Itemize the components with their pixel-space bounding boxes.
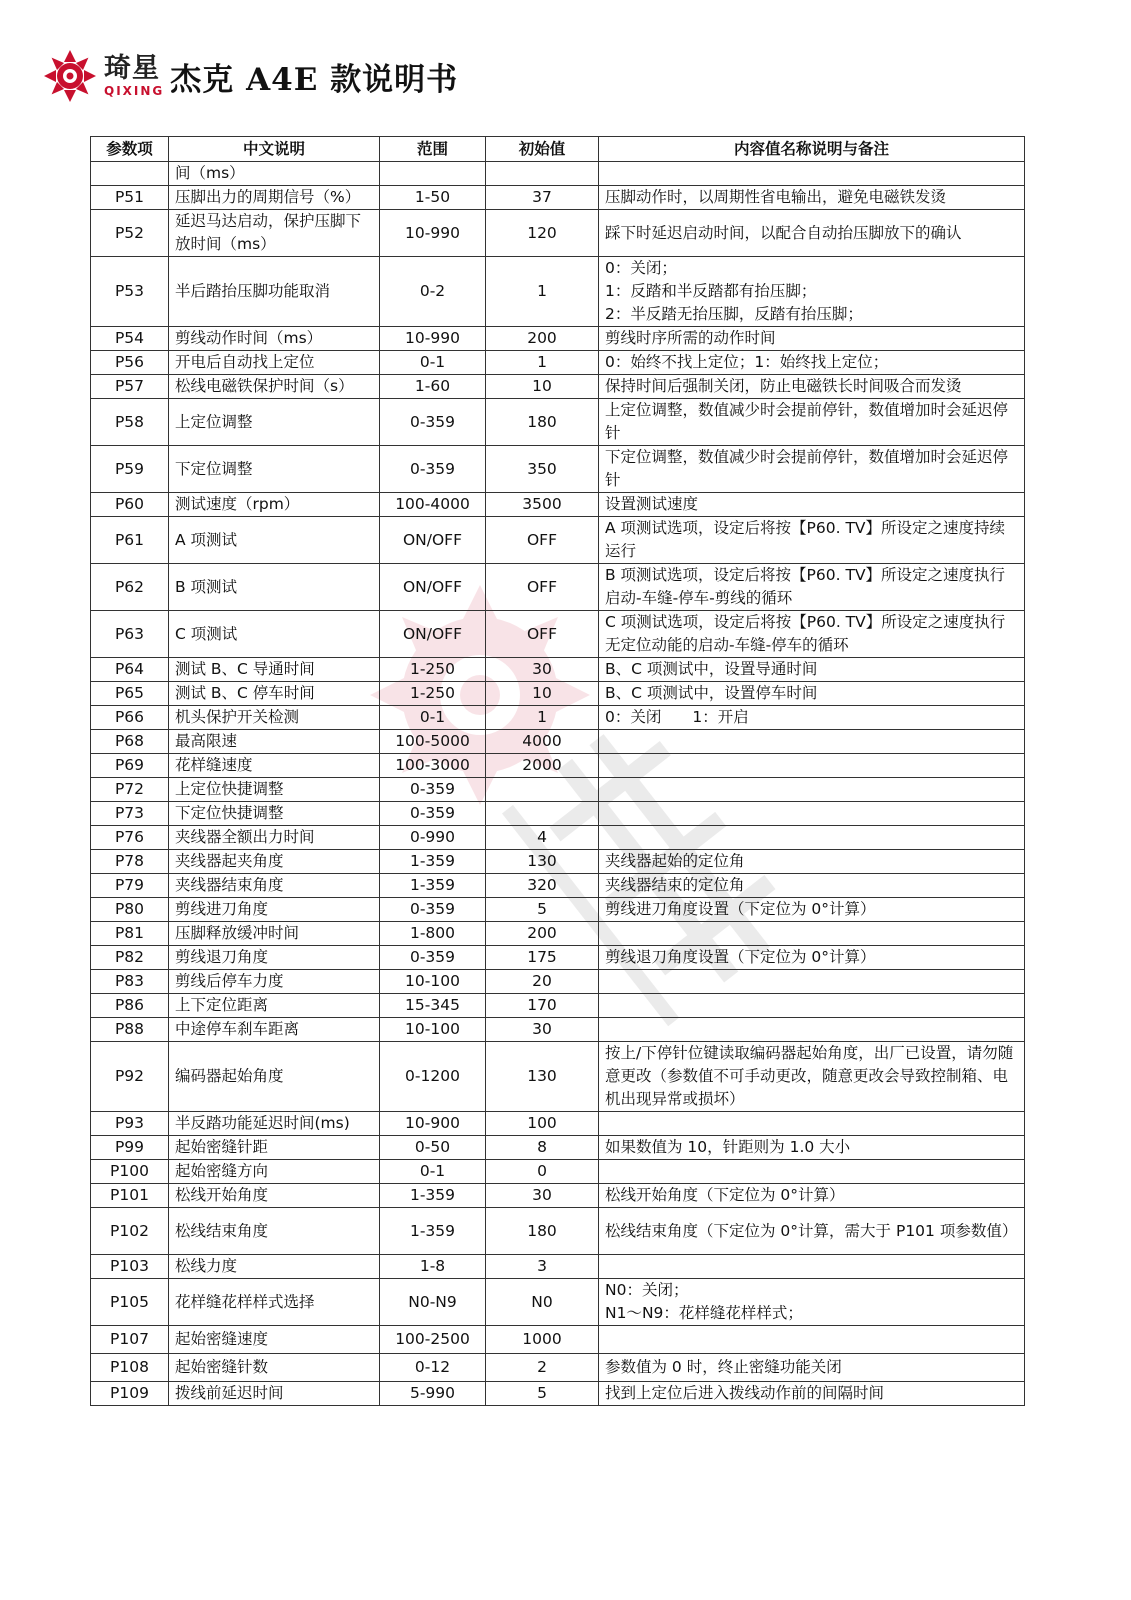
param-description: 夹线器起夹角度 — [169, 850, 380, 874]
param-description: 剪线进刀角度 — [169, 898, 380, 922]
param-range: N0-N9 — [380, 1279, 486, 1326]
table-row — [91, 658, 1025, 682]
param-range: 10-990 — [380, 327, 486, 351]
param-description: 剪线退刀角度 — [169, 946, 380, 970]
param-description: 上定位快捷调整 — [169, 778, 380, 802]
param-description: 压脚出力的周期信号（%） — [169, 186, 380, 210]
param-code: P65 — [91, 682, 169, 706]
param-code: P61 — [91, 517, 169, 564]
param-description: 夹线器全额出力时间 — [169, 826, 380, 850]
param-initial-value: OFF — [486, 611, 599, 658]
param-range: 0-1200 — [380, 1042, 486, 1112]
param-notes — [599, 730, 1025, 754]
table-row — [91, 994, 1025, 1018]
param-code: P60 — [91, 493, 169, 517]
param-initial-value: 175 — [486, 946, 599, 970]
param-range: 0-359 — [380, 898, 486, 922]
param-notes — [599, 1326, 1025, 1354]
param-description: 松线结束角度 — [169, 1208, 380, 1255]
param-range: 0-1 — [380, 1160, 486, 1184]
param-description: 拨线前延迟时间 — [169, 1382, 380, 1406]
table-row — [91, 826, 1025, 850]
param-initial-value: 100 — [486, 1112, 599, 1136]
param-description: 编码器起始角度 — [169, 1042, 380, 1112]
table-row — [91, 970, 1025, 994]
param-description: 半后踏抬压脚功能取消 — [169, 257, 380, 327]
param-notes — [599, 611, 1025, 658]
param-initial-value: 5 — [486, 898, 599, 922]
param-code: P53 — [91, 257, 169, 327]
note-line: 松线结束角度（下定位为 0°计算，需大于 P101 项参数值） — [605, 1221, 1018, 1240]
column-header-notes: 内容值名称说明与备注 — [599, 137, 1025, 162]
param-description: 起始密缝针距 — [169, 1136, 380, 1160]
note-line: 参数值为 0 时，终止密缝功能关闭 — [605, 1358, 842, 1376]
table-row — [91, 898, 1025, 922]
param-description: 剪线动作时间（ms） — [169, 327, 380, 351]
param-description: 松线开始角度 — [169, 1184, 380, 1208]
param-notes — [599, 186, 1025, 210]
param-description: A 项测试 — [169, 517, 380, 564]
param-code: P92 — [91, 1042, 169, 1112]
param-description: 松线电磁铁保护时间（s） — [169, 375, 380, 399]
param-code: P68 — [91, 730, 169, 754]
param-notes — [599, 1112, 1025, 1136]
param-description: 延迟马达启动，保护压脚下放时间（ms） — [169, 210, 380, 257]
param-notes — [599, 446, 1025, 493]
param-initial-value: 180 — [486, 1208, 599, 1255]
table-row — [91, 1018, 1025, 1042]
table-row — [91, 564, 1025, 611]
param-description: 测试速度（rpm） — [169, 493, 380, 517]
param-notes — [599, 1042, 1025, 1112]
param-range: 0-1 — [380, 706, 486, 730]
param-initial-value: 4000 — [486, 730, 599, 754]
param-range: 100-3000 — [380, 754, 486, 778]
param-code: P56 — [91, 351, 169, 375]
param-description: 最高限速 — [169, 730, 380, 754]
param-description: 起始密缝方向 — [169, 1160, 380, 1184]
note-line: 松线开始角度（下定位为 0°计算） — [605, 1186, 845, 1204]
note-line: B、C 项测试中，设置停车时间 — [605, 684, 818, 702]
table-row — [91, 399, 1025, 446]
table-row — [91, 946, 1025, 970]
note-line: B 项测试选项，设定后将按【P60. TV】所设定之速度执行启动-车缝-停车-剪线的循环 — [605, 566, 1006, 607]
note-line: 剪线进刀角度设置（下定位为 0°计算） — [605, 900, 876, 918]
note-line: A 项测试选项，设定后将按【P60. TV】所设定之速度持续运行 — [605, 519, 1006, 560]
note-line: 剪线退刀角度设置（下定位为 0°计算） — [605, 948, 876, 966]
param-code: P79 — [91, 874, 169, 898]
table-row — [91, 611, 1025, 658]
param-range: 0-359 — [380, 446, 486, 493]
param-notes — [599, 682, 1025, 706]
page-header — [42, 48, 458, 104]
param-code: P62 — [91, 564, 169, 611]
note-line: 保持时间后强制关闭，防止电磁铁长时间吸合而发烫 — [605, 377, 962, 395]
param-description: 花样缝速度 — [169, 754, 380, 778]
param-initial-value: 10 — [486, 682, 599, 706]
brand-wordmark — [104, 55, 164, 97]
param-range: 1-359 — [380, 874, 486, 898]
table-row — [91, 874, 1025, 898]
param-notes — [599, 970, 1025, 994]
param-range: 1-50 — [380, 186, 486, 210]
note-line: 0：关闭 1：开启 — [605, 708, 749, 726]
param-initial-value: 180 — [486, 399, 599, 446]
param-initial-value: 5 — [486, 1382, 599, 1406]
param-code: P59 — [91, 446, 169, 493]
param-description: 起始密缝针数 — [169, 1354, 380, 1382]
note-line: 找到上定位后进入拨线动作前的间隔时间 — [605, 1384, 885, 1402]
param-notes — [599, 778, 1025, 802]
note-line: 夹线器结束的定位角 — [605, 876, 745, 894]
param-initial-value: OFF — [486, 517, 599, 564]
table-header-row — [91, 137, 1025, 162]
table-row — [91, 682, 1025, 706]
param-code: P101 — [91, 1184, 169, 1208]
param-notes — [599, 162, 1025, 186]
param-initial-value: 2000 — [486, 754, 599, 778]
param-range: ON/OFF — [380, 517, 486, 564]
param-range: 1-250 — [380, 682, 486, 706]
param-description: 机头保护开关检测 — [169, 706, 380, 730]
param-description: 压脚释放缓冲时间 — [169, 922, 380, 946]
param-code: P54 — [91, 327, 169, 351]
note-line: 0：关闭； — [605, 259, 677, 277]
param-initial-value — [486, 162, 599, 186]
param-range: 10-990 — [380, 210, 486, 257]
param-notes — [599, 658, 1025, 682]
param-code: P107 — [91, 1326, 169, 1354]
param-notes — [599, 946, 1025, 970]
table-row — [91, 706, 1025, 730]
param-notes — [599, 351, 1025, 375]
param-range: 15-345 — [380, 994, 486, 1018]
param-notes — [599, 898, 1025, 922]
param-initial-value: 320 — [486, 874, 599, 898]
param-initial-value: N0 — [486, 1279, 599, 1326]
note-line: N1～N9：花样缝花样样式； — [605, 1304, 803, 1322]
param-notes — [599, 399, 1025, 446]
note-line: C 项测试选项，设定后将按【P60. TV】所设定之速度执行无定位动能的启动-车缝-停车的循环 — [605, 613, 1006, 654]
param-range: 10-100 — [380, 970, 486, 994]
table-body — [91, 162, 1025, 1406]
table-row — [91, 1184, 1025, 1208]
param-description: 下定位快捷调整 — [169, 802, 380, 826]
param-code: P63 — [91, 611, 169, 658]
param-code: P102 — [91, 1208, 169, 1255]
param-notes — [599, 706, 1025, 730]
param-notes — [599, 210, 1025, 257]
param-description: 下定位调整 — [169, 446, 380, 493]
param-initial-value: 200 — [486, 922, 599, 946]
table-row — [91, 257, 1025, 327]
param-notes — [599, 1018, 1025, 1042]
param-initial-value: 4 — [486, 826, 599, 850]
note-line: 下定位调整，数值减少时会提前停针，数值增加时会延迟停针 — [605, 448, 1009, 489]
param-initial-value: 350 — [486, 446, 599, 493]
param-range: 1-250 — [380, 658, 486, 682]
qixing-logo-icon — [42, 48, 98, 104]
note-line: 压脚动作时，以周期性省电输出，避免电磁铁发烫 — [605, 188, 947, 206]
param-initial-value: 3 — [486, 1255, 599, 1279]
param-notes — [599, 517, 1025, 564]
param-range: 0-50 — [380, 1136, 486, 1160]
param-code: P80 — [91, 898, 169, 922]
param-code: P81 — [91, 922, 169, 946]
param-range: 0-1 — [380, 351, 486, 375]
param-range: 1-359 — [380, 850, 486, 874]
table-row — [91, 1042, 1025, 1112]
param-code: P72 — [91, 778, 169, 802]
param-initial-value: 120 — [486, 210, 599, 257]
param-code: P73 — [91, 802, 169, 826]
param-initial-value: 200 — [486, 327, 599, 351]
param-initial-value: 3500 — [486, 493, 599, 517]
note-line: 如果数值为 10，针距则为 1.0 大小 — [605, 1138, 851, 1156]
param-description: 测试 B、C 导通时间 — [169, 658, 380, 682]
param-initial-value: 1 — [486, 706, 599, 730]
param-range: 1-359 — [380, 1184, 486, 1208]
table-row — [91, 517, 1025, 564]
param-code: P83 — [91, 970, 169, 994]
param-initial-value: 1 — [486, 257, 599, 327]
param-notes — [599, 1354, 1025, 1382]
table-row — [91, 1112, 1025, 1136]
param-notes — [599, 1136, 1025, 1160]
table-row — [91, 375, 1025, 399]
brand-name-cn: 琦星 — [104, 53, 160, 84]
column-header-code: 参数项 — [91, 137, 169, 162]
param-range: ON/OFF — [380, 564, 486, 611]
table-row — [91, 922, 1025, 946]
table-row — [91, 754, 1025, 778]
param-code: P52 — [91, 210, 169, 257]
table-row — [91, 1160, 1025, 1184]
param-code: P82 — [91, 946, 169, 970]
param-description: B 项测试 — [169, 564, 380, 611]
param-notes — [599, 1279, 1025, 1326]
table-row — [91, 1326, 1025, 1354]
param-initial-value: 20 — [486, 970, 599, 994]
param-range: 10-100 — [380, 1018, 486, 1042]
table-row — [91, 186, 1025, 210]
param-initial-value: 30 — [486, 658, 599, 682]
note-line: 设置测试速度 — [605, 495, 699, 513]
param-description: 半反踏功能延迟时间(ms) — [169, 1112, 380, 1136]
param-initial-value: 8 — [486, 1136, 599, 1160]
param-initial-value — [486, 802, 599, 826]
note-line: N0：关闭； — [605, 1281, 689, 1299]
param-initial-value — [486, 778, 599, 802]
param-notes — [599, 1184, 1025, 1208]
param-notes — [599, 327, 1025, 351]
param-initial-value: 2 — [486, 1354, 599, 1382]
param-code: P103 — [91, 1255, 169, 1279]
param-code: P88 — [91, 1018, 169, 1042]
param-notes — [599, 375, 1025, 399]
table-row — [91, 778, 1025, 802]
param-code — [91, 162, 169, 186]
param-range: 100-5000 — [380, 730, 486, 754]
param-description: 上下定位距离 — [169, 994, 380, 1018]
param-range: 1-60 — [380, 375, 486, 399]
param-notes — [599, 874, 1025, 898]
table-row — [91, 1354, 1025, 1382]
param-range: 1-8 — [380, 1255, 486, 1279]
param-notes — [599, 257, 1025, 327]
param-code: P58 — [91, 399, 169, 446]
param-description: C 项测试 — [169, 611, 380, 658]
param-initial-value: 10 — [486, 375, 599, 399]
param-initial-value: OFF — [486, 564, 599, 611]
table-row — [91, 850, 1025, 874]
param-code: P109 — [91, 1382, 169, 1406]
note-line: 2：半反踏无抬压脚，反踏有抬压脚； — [605, 305, 863, 323]
note-line: 1：反踏和半反踏都有抬压脚； — [605, 282, 817, 300]
param-range: ON/OFF — [380, 611, 486, 658]
param-initial-value: 1 — [486, 351, 599, 375]
table-row — [91, 1382, 1025, 1406]
param-notes — [599, 1208, 1025, 1255]
column-header-initial: 初始值 — [486, 137, 599, 162]
table-row — [91, 493, 1025, 517]
param-initial-value: 130 — [486, 850, 599, 874]
param-code: P105 — [91, 1279, 169, 1326]
param-range: 0-359 — [380, 946, 486, 970]
param-range: 0-359 — [380, 399, 486, 446]
param-code: P66 — [91, 706, 169, 730]
param-range — [380, 162, 486, 186]
param-range: 0-990 — [380, 826, 486, 850]
column-header-range: 范围 — [380, 137, 486, 162]
param-notes — [599, 994, 1025, 1018]
param-notes — [599, 564, 1025, 611]
param-code: P108 — [91, 1354, 169, 1382]
param-description: 剪线后停车力度 — [169, 970, 380, 994]
note-line: 按上/下停针位键读取编码器起始角度，出厂已设置，请勿随意更改（参数值不可手动更改，随意更改会导致控制箱、电机出现异常或损坏） — [605, 1044, 1014, 1108]
param-description: 开电后自动找上定位 — [169, 351, 380, 375]
param-range: 5-990 — [380, 1382, 486, 1406]
table-row — [91, 1136, 1025, 1160]
param-initial-value: 37 — [486, 186, 599, 210]
param-range: 1-800 — [380, 922, 486, 946]
param-initial-value: 30 — [486, 1018, 599, 1042]
param-initial-value: 130 — [486, 1042, 599, 1112]
param-range: 0-359 — [380, 802, 486, 826]
param-notes — [599, 493, 1025, 517]
table-row — [91, 730, 1025, 754]
param-description: 中途停车刹车距离 — [169, 1018, 380, 1042]
table-row — [91, 446, 1025, 493]
note-line: 踩下时延迟启动时间，以配合自动抬压脚放下的确认 — [605, 223, 962, 242]
param-notes — [599, 802, 1025, 826]
table-row — [91, 162, 1025, 186]
param-code: P86 — [91, 994, 169, 1018]
param-range: 0-359 — [380, 778, 486, 802]
param-range: 10-900 — [380, 1112, 486, 1136]
note-line: B、C 项测试中，设置导通时间 — [605, 660, 818, 678]
param-code: P100 — [91, 1160, 169, 1184]
param-initial-value: 0 — [486, 1160, 599, 1184]
param-description: 上定位调整 — [169, 399, 380, 446]
param-code: P64 — [91, 658, 169, 682]
param-range: 0-2 — [380, 257, 486, 327]
param-range: 100-2500 — [380, 1326, 486, 1354]
table-row — [91, 327, 1025, 351]
table-row — [91, 802, 1025, 826]
param-range: 0-12 — [380, 1354, 486, 1382]
table-row — [91, 1255, 1025, 1279]
param-notes — [599, 1255, 1025, 1279]
param-notes — [599, 754, 1025, 778]
param-code: P99 — [91, 1136, 169, 1160]
param-code: P76 — [91, 826, 169, 850]
param-description: 起始密缝速度 — [169, 1326, 380, 1354]
param-notes — [599, 922, 1025, 946]
param-range: 1-359 — [380, 1208, 486, 1255]
column-header-description: 中文说明 — [169, 137, 380, 162]
param-notes — [599, 1160, 1025, 1184]
note-line: 夹线器起始的定位角 — [605, 852, 745, 870]
param-code: P51 — [91, 186, 169, 210]
param-code: P78 — [91, 850, 169, 874]
note-line: 0：始终不找上定位；1：始终找上定位； — [605, 353, 889, 371]
param-description: 夹线器结束角度 — [169, 874, 380, 898]
param-initial-value: 1000 — [486, 1326, 599, 1354]
param-code: P57 — [91, 375, 169, 399]
brand-name-en: QIXING — [104, 84, 165, 98]
document-title: 杰克 A4E 款说明书 — [170, 61, 459, 98]
note-line: 上定位调整，数值减少时会提前停针，数值增加时会延迟停针 — [605, 401, 1009, 442]
param-code: P69 — [91, 754, 169, 778]
param-code: P93 — [91, 1112, 169, 1136]
param-initial-value: 170 — [486, 994, 599, 1018]
param-initial-value: 30 — [486, 1184, 599, 1208]
param-notes — [599, 1382, 1025, 1406]
param-range: 100-4000 — [380, 493, 486, 517]
table-row — [91, 1279, 1025, 1326]
param-description: 松线力度 — [169, 1255, 380, 1279]
param-description: 测试 B、C 停车时间 — [169, 682, 380, 706]
table-row — [91, 351, 1025, 375]
param-notes — [599, 826, 1025, 850]
param-description: 花样缝花样样式选择 — [169, 1279, 380, 1326]
note-line: 剪线时序所需的动作时间 — [605, 329, 776, 347]
parameter-table — [90, 136, 1025, 1406]
param-description: 间（ms） — [169, 162, 380, 186]
table-row — [91, 210, 1025, 257]
table-row — [91, 1208, 1025, 1255]
param-notes — [599, 850, 1025, 874]
